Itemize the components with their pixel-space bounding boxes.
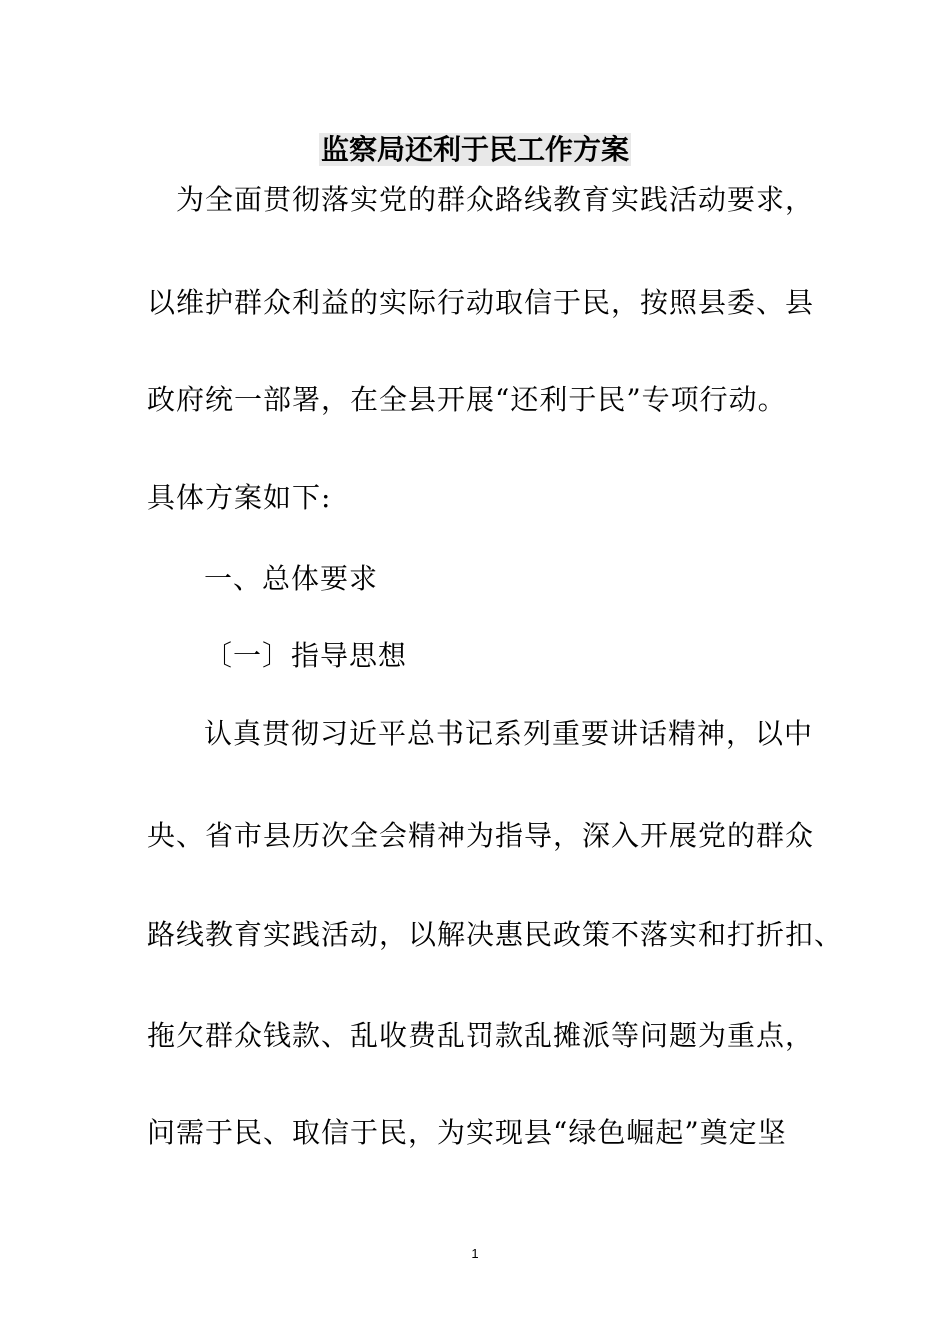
paragraph-line: 具体方案如下: <box>147 481 332 514</box>
document-title <box>0 130 950 170</box>
section-heading: 一、总体要求 <box>204 562 379 595</box>
paragraph-line: 问需于民、取信于民，为实现县“绿色崛起”奠定坚 <box>147 1116 787 1149</box>
paragraph-line: 为全面贯彻落实党的群众路线教育实践活动要求， <box>176 183 815 216</box>
page-number: 1 <box>471 1246 479 1261</box>
paragraph-line: 拖欠群众钱款、乱收费乱罚款乱摊派等问题为重点， <box>147 1019 815 1052</box>
document-title-text: 监察局还利于民工作方案 <box>320 133 629 166</box>
subsection-heading: 〔一〕指导思想 <box>204 639 408 672</box>
paragraph-line: 认真贯彻习近平总书记系列重要讲话精神，以中 <box>204 717 814 750</box>
paragraph-line: 政府统一部署，在全县开展“还利于民”专项行动。 <box>147 383 787 416</box>
paragraph-line: 路线教育实践活动，以解决惠民政策不落实和打折扣、 <box>147 918 844 951</box>
paragraph-line: 以维护群众利益的实际行动取信于民，按照县委、县 <box>147 286 815 319</box>
paragraph-line: 央、省市县历次全会精神为指导，深入开展党的群众 <box>147 819 815 852</box>
